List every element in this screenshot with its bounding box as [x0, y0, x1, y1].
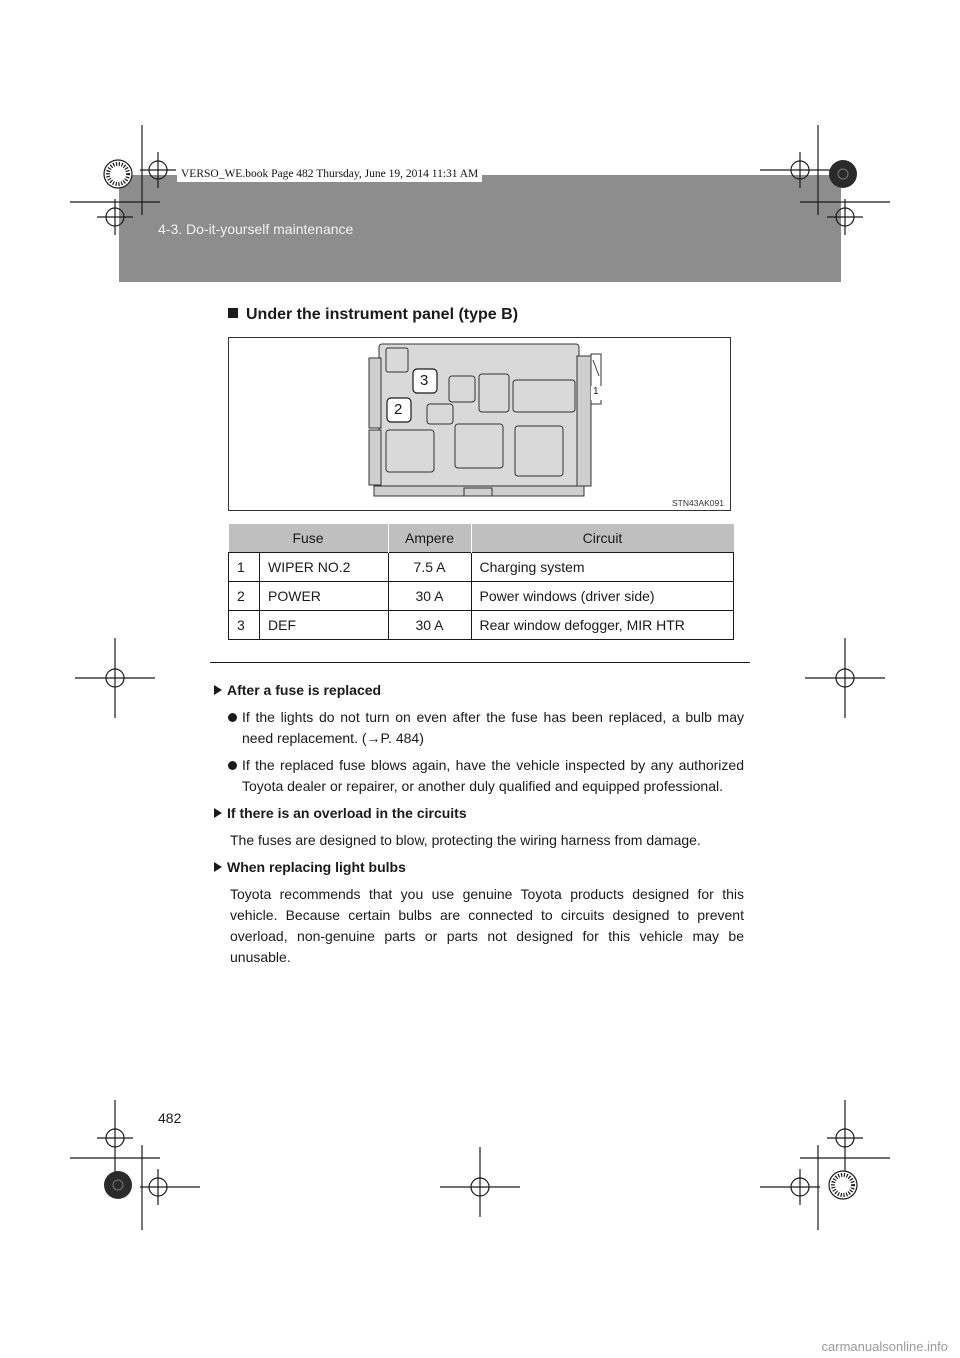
fuse-name: POWER: [260, 582, 389, 611]
table-row: [229, 611, 734, 640]
note-heading-overload: [214, 803, 744, 824]
fuse-name: DEF: [260, 611, 389, 640]
note-heading-replaced: [214, 680, 744, 701]
note-item-text: If the replaced fuse blows again, have the vehicle inspected by any authorized Toyota dealer or repairer, or another duly qualified and equipped professional.: [242, 757, 744, 794]
dot-bullet-icon: [228, 713, 237, 722]
fuse-name: WIPER NO.2: [260, 553, 389, 582]
book-stamp: VERSO_WE.book Page 482 Thursday, June 19, 2014 11:31 AM: [177, 166, 482, 182]
watermark: carmanualsonline.info: [821, 1339, 948, 1354]
note-heading-bulbs: [214, 857, 744, 878]
section-divider: [210, 662, 750, 663]
fuse-number: 1: [229, 553, 260, 582]
triangle-bullet-icon: [214, 685, 222, 695]
fuse-circuit: Rear window defogger, MIR HTR: [471, 611, 734, 640]
notes-section: [214, 680, 744, 974]
page-number: 482: [158, 1110, 182, 1126]
note-item-text: If the lights do not turn on even after the fuse has been replaced, a bulb may need replacement. (→P. 484): [242, 709, 744, 746]
header-ampere: Ampere: [388, 524, 471, 553]
section-subheading: [228, 306, 518, 324]
fuse-number: 2: [229, 582, 260, 611]
table-row: [229, 582, 734, 611]
note-item: [214, 707, 744, 749]
table-row: [229, 553, 734, 582]
triangle-bullet-icon: [214, 862, 222, 872]
callout-3-label: 3: [420, 372, 429, 389]
note-heading-text: After a fuse is replaced: [227, 682, 382, 698]
dot-bullet-icon: [228, 761, 237, 770]
triangle-bullet-icon: [214, 808, 222, 818]
header-circuit: Circuit: [471, 524, 734, 553]
fuse-ampere: 30 A: [388, 582, 471, 611]
note-item: [214, 755, 744, 797]
callout-1-label: 1: [593, 386, 599, 397]
fuse-box-illustration: [229, 338, 732, 512]
fuse-ampere: 30 A: [388, 611, 471, 640]
note-heading-text: When replacing light bulbs: [227, 859, 406, 875]
callout-2-label: 2: [394, 401, 403, 418]
square-bullet-icon: [228, 308, 238, 318]
fuse-circuit: Power windows (driver side): [471, 582, 734, 611]
note-paragraph: The fuses are designed to blow, protecting the wiring harness from damage.: [230, 832, 701, 848]
fuse-number: 3: [229, 611, 260, 640]
figure-code: STN43AK091: [672, 498, 724, 508]
note-paragraph: Toyota recommends that you use genuine Toyota products designed for this vehicle. Because certain bulbs are connected to circuits designed to prevent overload, non-genuine parts or parts not designed for this vehicle may be unusable.: [230, 886, 744, 965]
fuse-box-figure: [228, 337, 731, 511]
section-label: 4-3. Do-it-yourself maintenance: [158, 221, 354, 237]
fuse-ampere: 7.5 A: [388, 553, 471, 582]
header-fuse: Fuse: [229, 524, 389, 553]
note-heading-text: If there is an overload in the circuits: [227, 805, 467, 821]
fuse-circuit: Charging system: [471, 553, 734, 582]
table-header-row: [229, 524, 734, 553]
fuse-table: [228, 524, 734, 640]
subheading-text: Under the instrument panel (type B): [246, 306, 519, 323]
